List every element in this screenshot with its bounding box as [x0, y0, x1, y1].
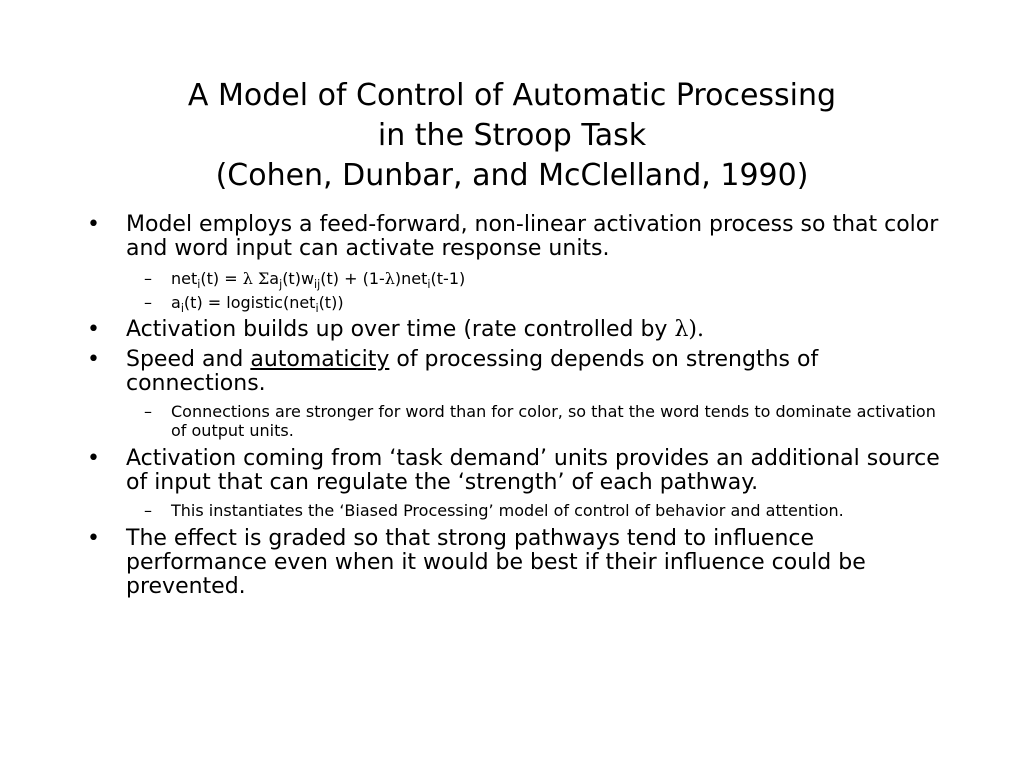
bullet-text: Activation builds up over time (rate controlled by λ). — [126, 317, 704, 342]
bullet-item — [85, 527, 955, 599]
sub-bullet-item — [85, 293, 955, 316]
bullet-item — [85, 213, 955, 261]
sub-bullet-text: Connections are stronger for word than for color, so that the word tends to dominate activation of output units. — [171, 402, 936, 440]
bullet-text: Speed and automaticity of processing depends on strengths of connections. — [126, 347, 819, 396]
dash-marker: – — [144, 402, 152, 421]
equation-net: net$_i$(t) = λ $\Sigma a_j(t)w_{ij}(t) + (1-\lambda)net_i(t-1)$ — [171, 269, 466, 292]
bullet-text: The effect is graded so that strong pathways tend to influence performance even when it would be best if their influence could be prevented. — [126, 526, 866, 599]
sub-bullet-item — [85, 269, 955, 292]
sub-bullet-item — [85, 402, 955, 440]
bullet-text: Activation coming from ‘task demand’ units provides an additional source of input that can regulate the ‘strength’ of each pathway. — [126, 446, 940, 495]
bullet-item — [85, 447, 955, 495]
title-line-2: in the Stroop Task — [377, 118, 647, 153]
equation-activation: $a_i(t)$ = logistic(net$_i$(t)) — [171, 293, 344, 316]
dash-marker: – — [144, 269, 152, 288]
bullet-marker: • — [87, 347, 100, 372]
dash-marker: – — [144, 293, 152, 312]
bullet-marker: • — [87, 212, 100, 237]
bullet-item — [85, 348, 955, 396]
bullet-marker: • — [87, 446, 100, 471]
slide-body — [85, 213, 955, 599]
bullet-marker: • — [87, 526, 100, 551]
dash-marker: – — [144, 501, 152, 520]
sub-bullet-item — [85, 501, 955, 520]
bullet-text: Model employs a feed-forward, non-linear activation process so that color and word input can activate response units. — [126, 212, 939, 261]
title-line-3: (Cohen, Dunbar, and McClelland, 1990) — [215, 158, 809, 193]
sub-bullet-text: This instantiates the ‘Biased Processing’ model of control of behavior and attention. — [171, 501, 844, 520]
title-line-1: A Model of Control of Automatic Processing — [187, 78, 837, 113]
underlined-term: automaticity — [250, 347, 390, 372]
slide-title — [0, 76, 1024, 196]
bullet-marker: • — [87, 317, 100, 342]
bullet-item — [85, 318, 955, 342]
